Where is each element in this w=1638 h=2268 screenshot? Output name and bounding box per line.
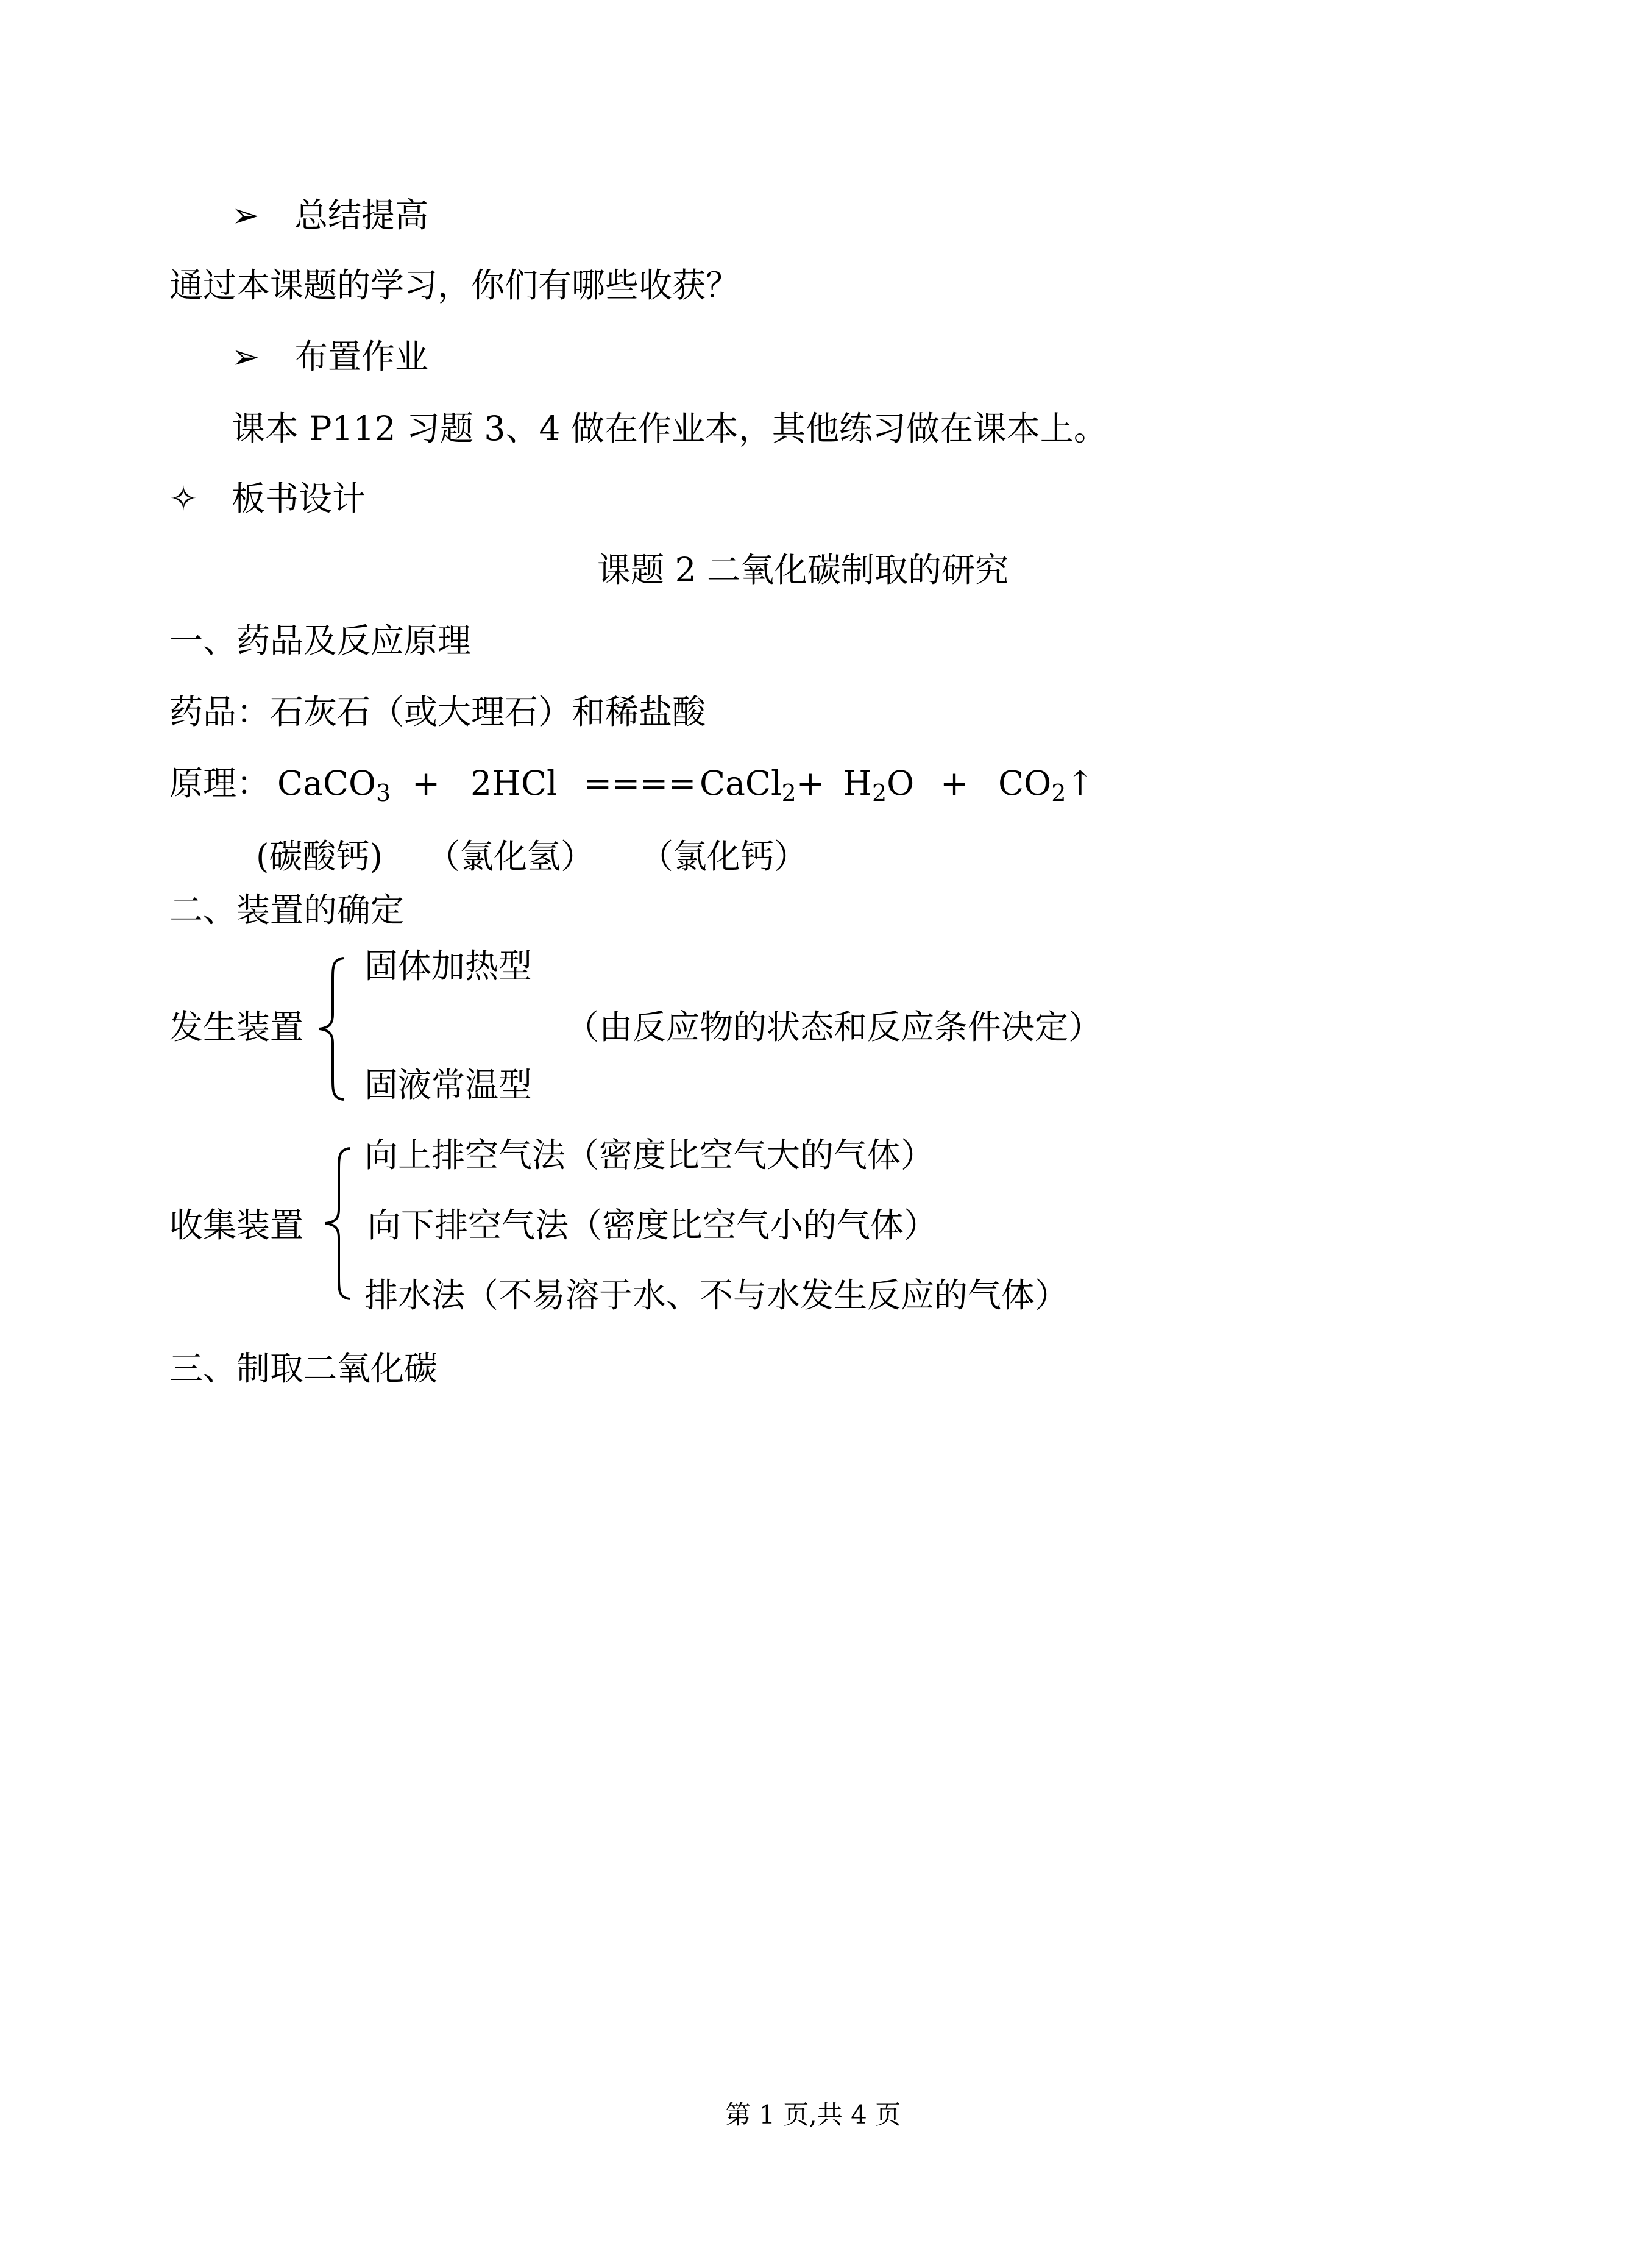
- section-1-heading: 一、药品及反应原理: [169, 621, 472, 660]
- homework-heading: 布置作业: [294, 337, 429, 376]
- generator-note: （由反应物的状态和反应条件决定）: [566, 1008, 1102, 1047]
- formula-h2o: $H_2O$: [843, 764, 915, 806]
- arrow-bullet-icon: ➢: [232, 337, 260, 376]
- formula-co2: $CO_2↑$: [998, 764, 1094, 806]
- name-cacl2: （氯化钙）: [640, 837, 808, 876]
- section-2-heading: 二、装置的确定: [169, 890, 405, 930]
- collector-option-water: 排水法（不易溶于水、不与水发生反应的气体）: [364, 1276, 1069, 1315]
- generator-option-solid-heating: 固体加热型: [364, 947, 533, 986]
- left-brace-icon: [322, 1146, 353, 1301]
- generator-label: 发生装置: [169, 1008, 304, 1047]
- summary-question: 通过本课题的学习，你们有哪些收获？: [169, 266, 740, 305]
- arrow-bullet-icon: ➢: [232, 196, 260, 235]
- collector-option-upward: 向上排空气法（密度比空气大的气体）: [364, 1136, 935, 1175]
- plus-sign: +: [940, 764, 969, 803]
- formula-cacl2: CaCl$_2$+: [700, 764, 824, 806]
- summary-heading: 总结提高: [294, 196, 429, 235]
- equals-sign: ====: [584, 764, 697, 803]
- section-3-heading: 三、制取二氧化碳: [169, 1349, 438, 1388]
- page-footer: 第 1 页,共 4 页: [725, 2100, 901, 2130]
- name-hcl: （氯化氢）: [427, 837, 595, 876]
- name-caco3: (碳酸钙): [256, 837, 383, 876]
- formula-hcl: 2HCl: [470, 764, 558, 803]
- left-brace-icon: [316, 956, 347, 1102]
- principle-label: 原理：: [169, 764, 271, 803]
- collector-option-downward: 向下排空气法（密度比空气小的气体）: [367, 1206, 938, 1245]
- board-title: 课题 2 二氧化碳制取的研究: [597, 550, 1009, 589]
- drugs-line: 药品：石灰石（或大理石）和稀盐酸: [169, 692, 706, 731]
- plus-sign: +: [412, 764, 441, 803]
- board-heading: 板书设计: [232, 479, 366, 518]
- diamond-bullet-icon: ✧: [169, 479, 198, 518]
- collector-label: 收集装置: [169, 1206, 304, 1245]
- generator-option-solid-liquid: 固液常温型: [364, 1065, 533, 1104]
- homework-text: 课本 P112 习题 3、4 做在作业本，其他练习做在课本上。: [232, 409, 1107, 448]
- formula-caco3: CaCO$_3$: [277, 764, 391, 806]
